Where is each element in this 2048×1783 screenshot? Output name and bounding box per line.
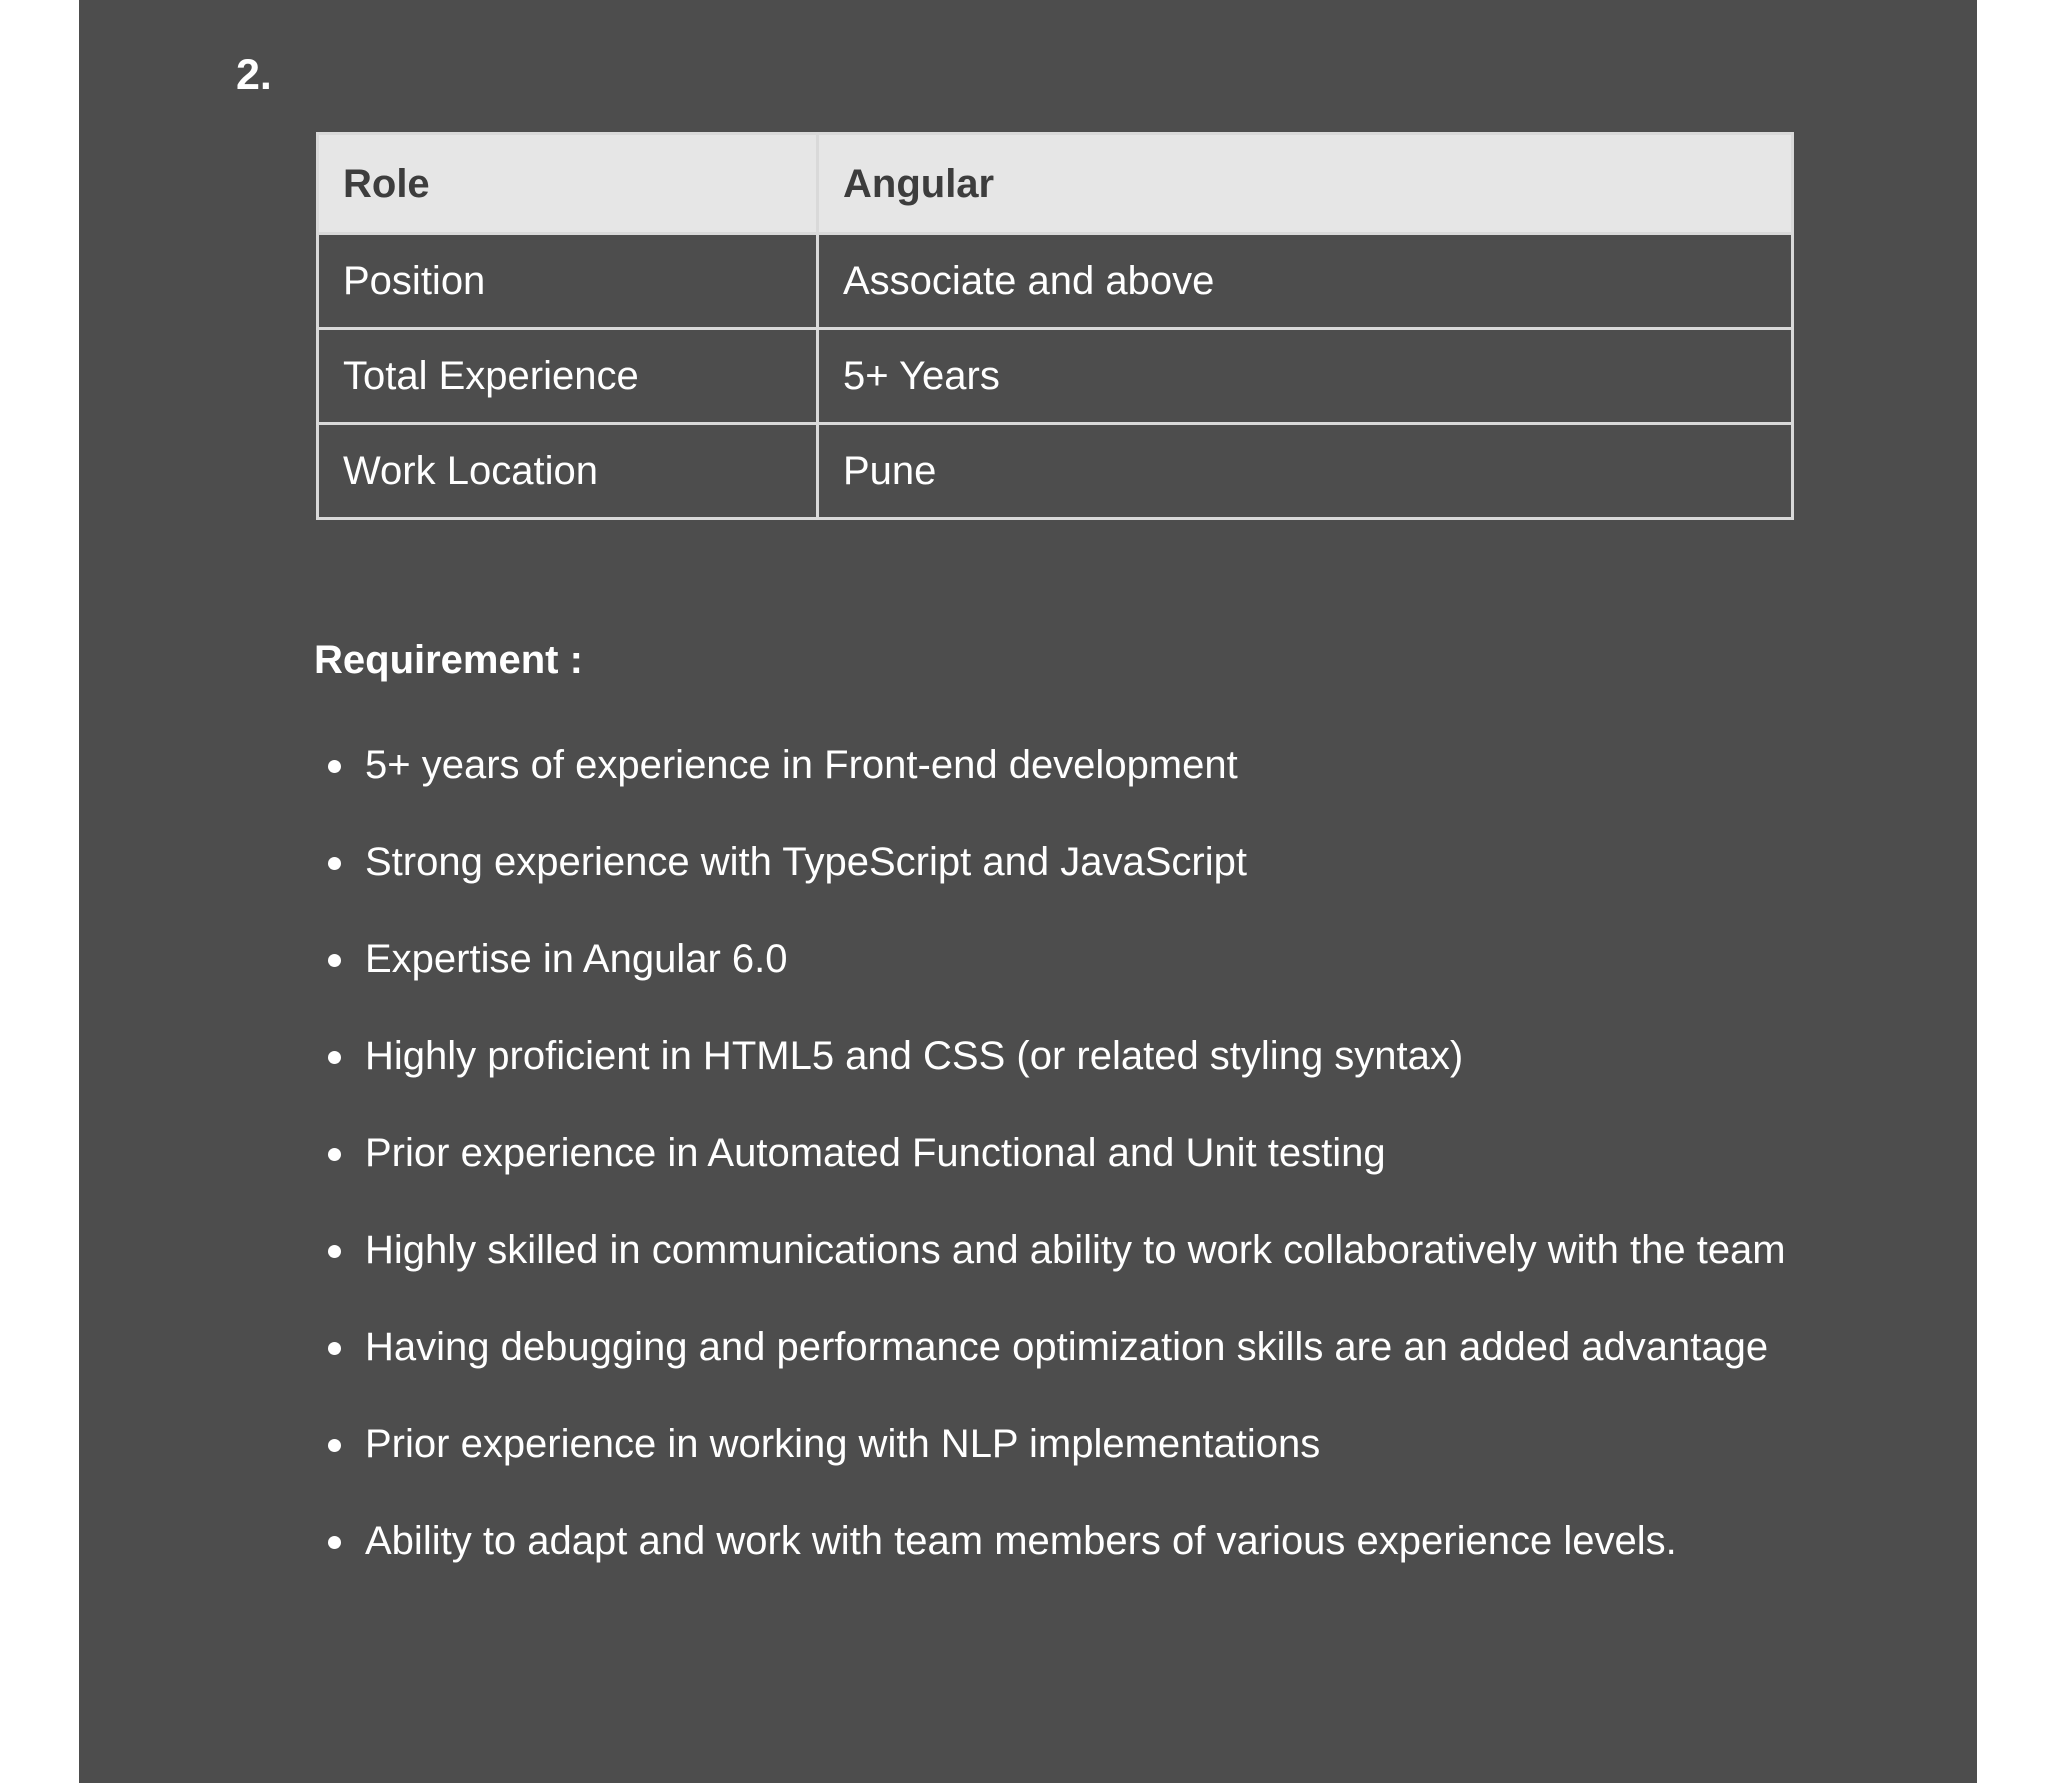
row-label-experience: Total Experience [318, 329, 818, 424]
bullet-icon [328, 1439, 341, 1452]
list-item-text: Having debugging and performance optimization skills are an added advantage [365, 1325, 1769, 1369]
row-value-position: Associate and above [818, 234, 1793, 329]
table-header-row [318, 134, 1793, 234]
list-item-text: Prior experience in Automated Functional and Unit testing [365, 1131, 1386, 1175]
header-value-cell: Angular [818, 134, 1793, 234]
list-item [365, 1215, 1865, 1286]
row-value-experience: 5+ Years [818, 329, 1793, 424]
list-item [365, 924, 1865, 995]
list-item-text: Strong experience with TypeScript and JavaScript [365, 840, 1247, 884]
bullet-icon [328, 857, 341, 870]
list-item-text: Prior experience in working with NLP implementations [365, 1422, 1321, 1466]
section-number: 2. [236, 51, 272, 99]
bullet-icon [328, 1148, 341, 1161]
bullet-icon [328, 1245, 341, 1258]
requirement-heading: Requirement : [314, 638, 583, 682]
list-item-text: Expertise in Angular 6.0 [365, 937, 788, 981]
table-row [318, 424, 1793, 519]
bullet-icon [328, 954, 341, 967]
list-item [365, 730, 1865, 801]
table-row [318, 234, 1793, 329]
requirement-list [365, 730, 1865, 1603]
row-label-position: Position [318, 234, 818, 329]
list-item [365, 1312, 1865, 1383]
bullet-icon [328, 1051, 341, 1064]
list-item [365, 1506, 1865, 1577]
bullet-icon [328, 760, 341, 773]
bullet-icon [328, 1536, 341, 1549]
list-item [365, 1409, 1865, 1480]
list-item-text: Highly skilled in communications and ability to work collaboratively with the team [365, 1228, 1786, 1272]
job-post-page [79, 0, 1977, 1783]
row-value-location: Pune [818, 424, 1793, 519]
row-label-location: Work Location [318, 424, 818, 519]
list-item [365, 1021, 1865, 1092]
list-item-text: Highly proficient in HTML5 and CSS (or related styling syntax) [365, 1034, 1464, 1078]
list-item-text: Ability to adapt and work with team members of various experience levels. [365, 1519, 1677, 1563]
job-details-table [316, 132, 1794, 520]
header-label-cell: Role [318, 134, 818, 234]
list-item-text: 5+ years of experience in Front-end development [365, 743, 1238, 787]
bullet-icon [328, 1342, 341, 1355]
list-item [365, 1118, 1865, 1189]
list-item [365, 827, 1865, 898]
table-row [318, 329, 1793, 424]
